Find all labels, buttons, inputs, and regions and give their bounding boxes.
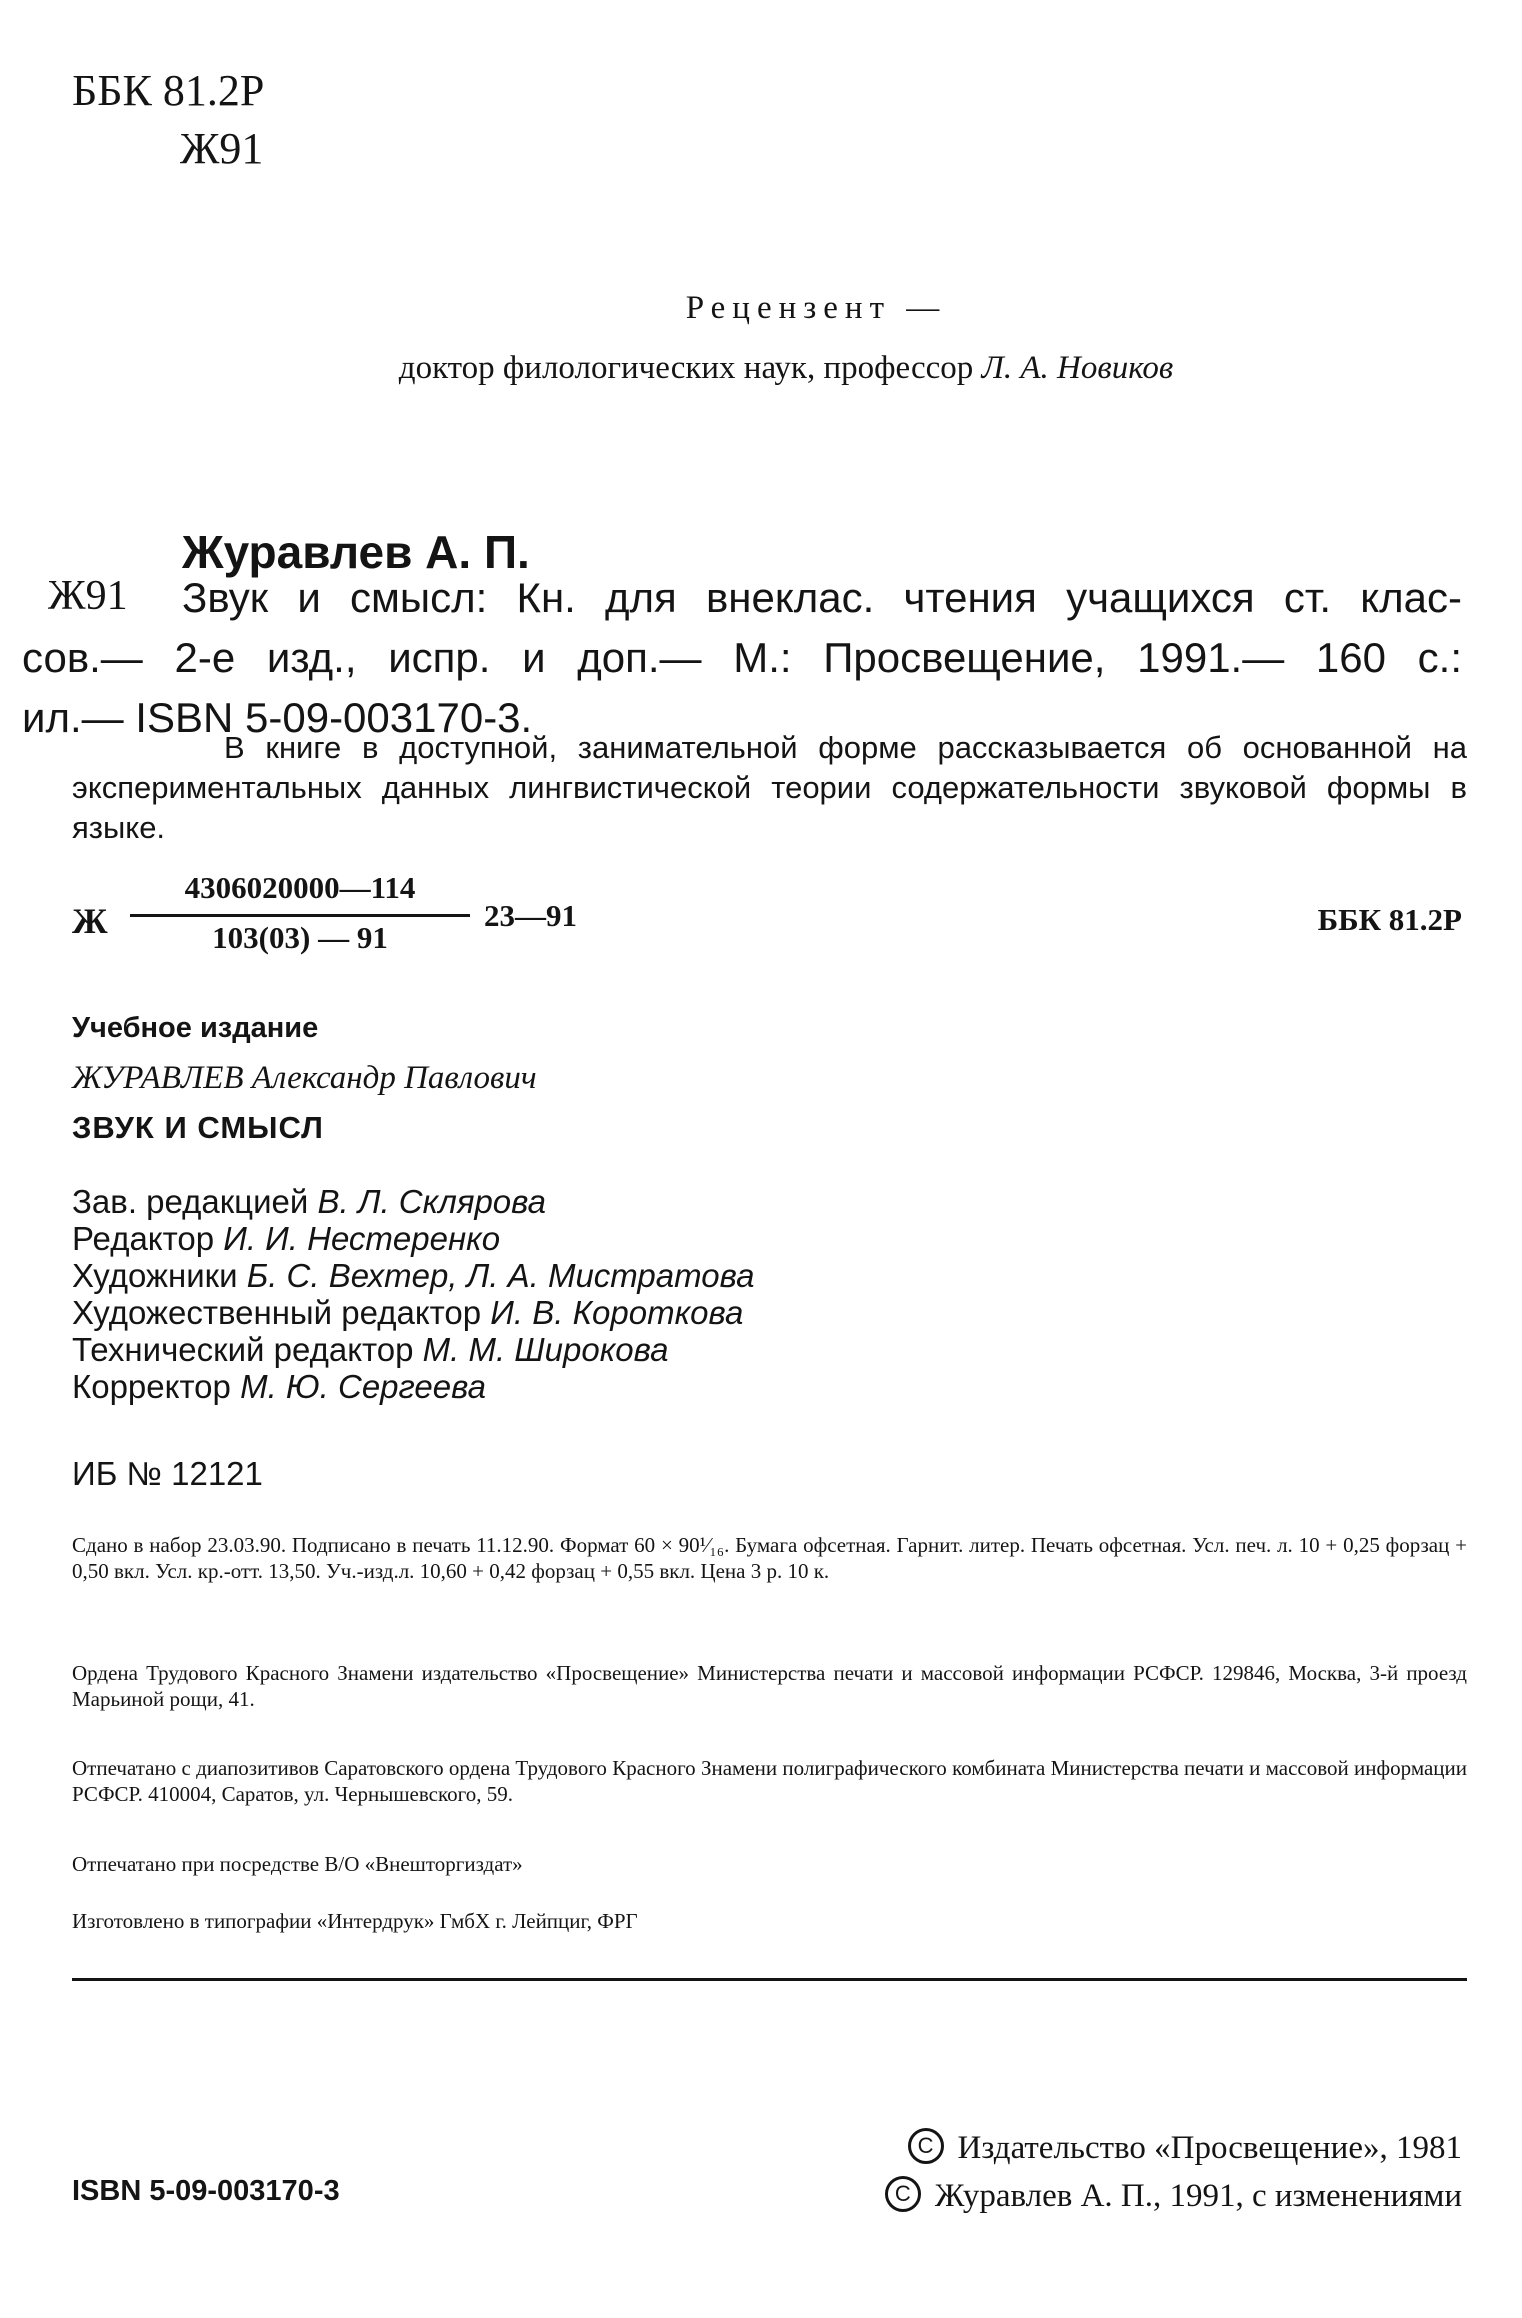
staff-name: И. В. Короткова [490,1294,744,1331]
book-title: ЗВУК И СМЫСЛ [72,1110,324,1145]
print-data: Сдано в набор 23.03.90. Подписано в печать 11.12.90. Формат 60 × 90¹⁄₁₆. Бумага офсетная. Гарнит. литер. Печать офсетная. Усл. печ. л. 10 + 0,25 форзац + 0,50 вкл. Усл. кр.-отт. 13,50. Уч.-изд.л. 10,60 + 0,42 форзац + 0,55 вкл. Цена 3 р. 10 к. [72,1533,1467,1583]
manufactured: Изготовлено в типографии «Интердрук» ГмбХ г. Лейпциг, ФРГ [72,1909,638,1933]
staff-name: М. М. Широкова [422,1331,669,1368]
bibliography-author: Журавлев А. П. [182,526,530,578]
fraction-denominator: 103(03) — 91 [212,920,388,955]
staff-name: Б. С. Вехтер, Л. А. Мистратова [246,1257,755,1294]
staff-name: М. Ю. Сергеева [240,1368,486,1405]
book-annotation: В книге в доступной, занимательной форме рассказывается об основанной на экспериментальных данных лингвистической теории содержательности звуковой формы в языке. [72,730,1467,845]
publisher-info: Ордена Трудового Красного Знамени издательство «Просвещение» Министерства печати и массовой информации РСФСР. 129846, Москва, 3-й проезд Марьиной рощи, 41. [72,1661,1467,1711]
staff-list [72,1183,754,1405]
bibliography-line-2: сов.— 2-е изд., испр. и доп.— М.: Просвещение, 1991.— 160 с.: [22,634,1462,681]
fraction-tail: 23—91 [484,898,577,933]
fraction-numerator: 4306020000—114 [184,870,416,905]
copyright-text-1: Издательство «Просвещение», 1981 [957,2130,1462,2166]
reviewer-block [0,278,1522,398]
copyright-icon: C [885,2176,921,2212]
bbk-code: ББК 81.2Р [72,66,265,115]
staff-role: Технический редактор [72,1331,414,1368]
author-mark: Ж91 [180,124,264,173]
printed-from: Отпечатано с диапозитивов Саратовского ордена Трудового Красного Знамени полиграфического комбината Министерства печати и массовой информации РСФСР. 410004, Саратов, ул. Чернышевского, 59. [72,1756,1467,1806]
author-full-name: ЖУРАВЛЕВ Александр Павлович [72,1060,537,1096]
fraction-bar [130,914,470,917]
staff-row [72,1294,754,1331]
reviewer-label: Рецензент — [685,290,947,326]
bbk-right: ББК 81.2Р [1317,902,1462,937]
staff-row [72,1183,754,1220]
copyright-text-2: Журавлев А. П., 1991, с изменениями [934,2178,1462,2214]
staff-role: Художники [72,1257,238,1294]
bibliography-line-3: ил.— ISBN 5-09-003170-3. [22,694,533,741]
intermediary: Отпечатано при посредстве В/О «Внешторгиздат» [72,1852,523,1876]
reviewer-name: Л. А. Новиков [981,350,1174,386]
bibliography-code: Ж91 [48,573,128,619]
staff-role: Художественный редактор [72,1294,482,1331]
copyright-icon: C [908,2128,944,2164]
edition-type: Учебное издание [72,1012,319,1044]
reviewer-line [0,338,1522,398]
copyright-line-2 [885,2178,1462,2216]
bibliography-line-1: Звук и смысл: Кн. для внеклас. чтения учащихся ст. клас- [182,574,1462,621]
divider [72,1978,1467,1981]
staff-name: И. И. Нестеренко [223,1220,501,1257]
staff-row [72,1257,754,1294]
staff-role: Корректор [72,1368,231,1405]
staff-role: Зав. редакцией [72,1183,309,1220]
fraction-letter: Ж [72,901,108,941]
staff-row [72,1331,754,1368]
classification-block [72,62,264,178]
staff-row [72,1220,754,1257]
isbn: ISBN 5-09-003170-3 [72,2175,340,2207]
copyright-line-1 [908,2130,1462,2168]
reviewer-title: доктор филологических наук, профессор [398,350,974,386]
staff-role: Редактор [72,1220,215,1257]
ib-number: ИБ № 12121 [72,1455,263,1492]
staff-row [72,1368,754,1405]
staff-name: В. Л. Склярова [317,1183,547,1220]
